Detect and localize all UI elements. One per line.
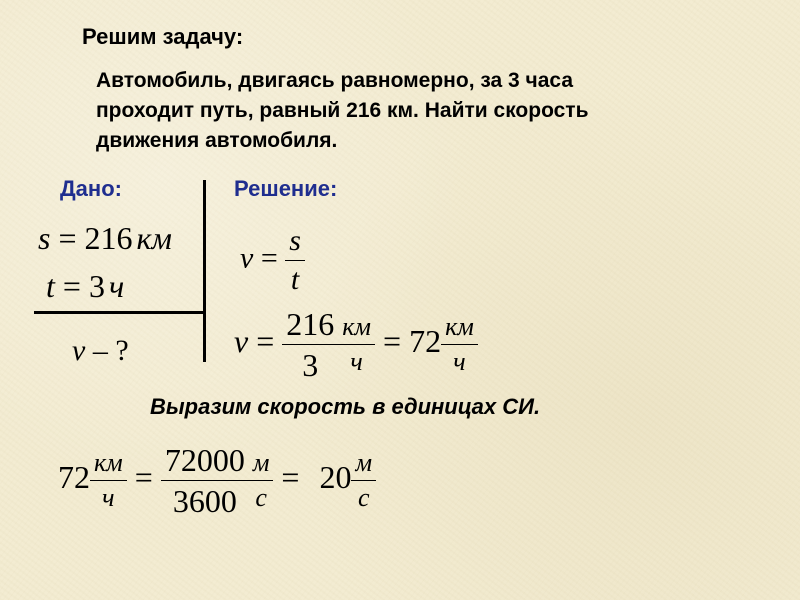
si-unit-2-numerator: м [252, 448, 270, 477]
t-value: 3 [88, 268, 105, 304]
speed-calculation: v = $\frac{216}{3}$ $\frac{км}{ч}$ = 72 $\frac{км}{ч}$ [234, 308, 478, 381]
find-variable: v [72, 334, 86, 367]
solution-label: Решение: [234, 176, 338, 201]
calc-numerator: 216 [286, 306, 335, 342]
calc-lhs: v [234, 322, 249, 359]
calc-result-unit [441, 314, 478, 375]
formula-lhs: v [240, 241, 254, 275]
find-mark: ? [115, 334, 129, 367]
si-value: 72 [58, 458, 90, 495]
given-divider-horizontal [34, 311, 206, 314]
si-result-unit-numerator: м [355, 448, 373, 477]
si-result-unit-denominator: с [351, 480, 376, 511]
si-numerator: 72000 [164, 442, 245, 478]
given-divider-vertical [203, 180, 206, 362]
problem-line-3: движения автомобиля. [96, 129, 338, 152]
given-distance: s = 216 км [38, 220, 172, 256]
given-find: v – ? [72, 334, 129, 367]
si-unit-1-denominator: ч [90, 480, 127, 511]
problem-line-1: Автомобиль, двигаясь равномерно, за 3 часа [96, 69, 574, 92]
si-result: 20 [319, 458, 352, 495]
calc-result-unit-numerator: км [445, 312, 474, 341]
si-conversion-title: Выразим скорость в единицах СИ. [150, 394, 541, 419]
calc-denominator: 3 [282, 344, 338, 381]
problem-line-2: проходит путь, равный 216 км. Найти скорость [96, 99, 589, 122]
si-denominator: 3600 [161, 480, 249, 517]
formula-numerator: s [289, 224, 301, 257]
s-variable: s [38, 220, 51, 256]
s-value: 216 [84, 220, 133, 256]
calc-unit-denominator: ч [338, 344, 375, 375]
si-unit-1-numerator: км [94, 448, 123, 477]
s-unit: км [136, 220, 172, 256]
t-variable: t [46, 268, 55, 304]
given-time: t = 3 ч [46, 268, 125, 304]
calc-unit-numerator: км [342, 312, 372, 341]
formula-denominator: t [285, 260, 305, 295]
heading: Решим задачу: [82, 24, 244, 49]
problem-statement [96, 66, 756, 156]
calc-unit [338, 314, 375, 375]
si-fraction [161, 444, 249, 517]
si-unit-1 [90, 450, 127, 511]
calc-result-unit-denominator: ч [441, 344, 478, 375]
formula-fraction [285, 226, 305, 295]
si-result-unit [351, 450, 376, 511]
si-unit-2-denominator: с [249, 480, 274, 511]
si-unit-2 [249, 450, 274, 511]
calc-result: 72 [409, 322, 442, 359]
si-conversion: 72 $\frac{км}{ч}$ = $\frac{72000}{3600}$ $\frac{м}{с}$ = 20 $\frac{м}{с}$ [58, 444, 376, 517]
calc-fraction [282, 308, 338, 381]
given-label: Дано: [60, 176, 122, 201]
t-unit: ч [108, 268, 125, 304]
speed-formula: v = $\frac{s}{t}$ [240, 226, 305, 295]
